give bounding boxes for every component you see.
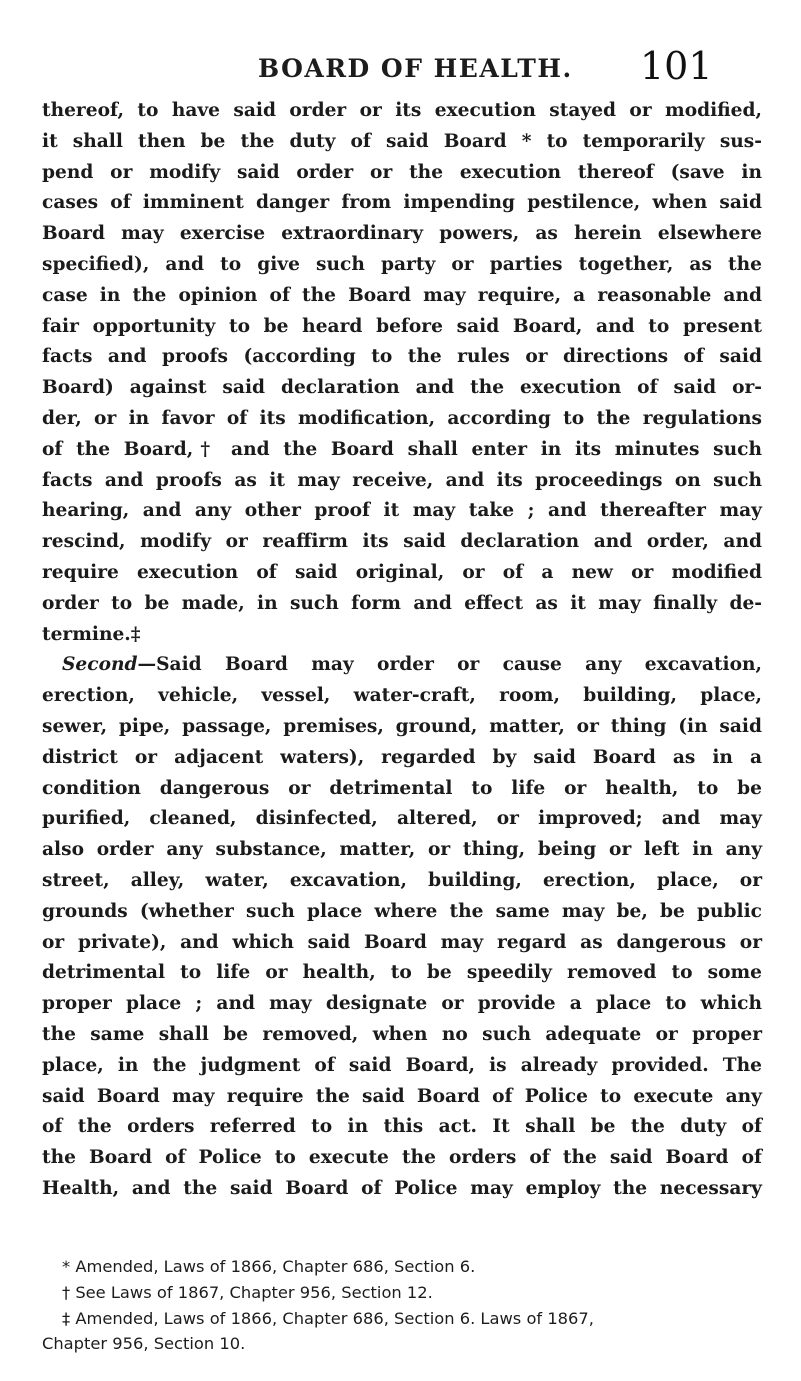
text-line: sewer, pipe, passage, premises, ground, matter, or thing (in said	[42, 715, 762, 737]
text-line: street, alley, water, excavation, building, erection, place, or	[42, 869, 762, 891]
page-header	[0, 44, 801, 94]
running-title: BOARD OF HEALTH.	[258, 54, 573, 83]
second-first-line-text: —Said Board may order or cause any excavation,	[137, 654, 762, 676]
text-line: erection, vehicle, vessel, water-craft, room, building, place,	[42, 685, 762, 707]
text-line: facts and proofs (according to the rules or directions of said	[42, 346, 762, 368]
text-line: it shall then be the duty of said Board * to temporarily sus-	[42, 130, 762, 152]
text-line: the Board of Police to execute the orders of the said Board of	[42, 1147, 762, 1169]
text-line: of the Board,† and the Board shall enter in its minutes such	[42, 438, 762, 460]
text-line: specified), and to give such party or parties together, as the	[42, 253, 762, 275]
text-line: rescind, modify or reaffirm its said declaration and order, and	[42, 531, 762, 553]
text-line: or private), and which said Board may regard as dangerous or	[42, 931, 762, 953]
second-heading: Second	[62, 654, 138, 676]
footnote-continuation: Chapter 956, Section 10.	[42, 1334, 246, 1354]
text-line: proper place ; and may designate or provide a place to which	[42, 993, 762, 1015]
text-line: Board may exercise extraordinary powers, as herein elsewhere	[42, 223, 762, 245]
text-line: require execution of said original, or of a new or modified	[42, 561, 762, 583]
text-line: Health, and the said Board of Police may employ the necessary	[42, 1177, 762, 1199]
text-line: grounds (whether such place where the same may be, be public	[42, 900, 762, 922]
text-line: Board) against said declaration and the execution of said or-	[42, 377, 762, 399]
text-line: cases of imminent danger from impending pestilence, when said	[42, 192, 762, 214]
text-line: case in the opinion of the Board may require, a reasonable and	[42, 284, 762, 306]
page-number: 101	[640, 44, 713, 88]
footnote-double-dagger: ‡ Amended, Laws of 1866, Chapter 686, Section 6. Laws of 1867,	[62, 1308, 594, 1328]
text-line: thereof, to have said order or its execution stayed or modified,	[42, 100, 762, 121]
text-line: detrimental to life or health, to be speedily removed to some	[42, 962, 762, 984]
text-line: facts and proofs as it may receive, and its proceedings on such	[42, 469, 762, 491]
text-line: condition dangerous or detrimental to life or health, to be	[42, 777, 762, 799]
text-line: hearing, and any other proof it may take ; and thereafter may	[42, 500, 762, 522]
second-paragraph-first-line	[42, 650, 762, 681]
footnote-asterisk: * Amended, Laws of 1866, Chapter 686, Section 6.	[62, 1257, 476, 1276]
text-line: also order any substance, matter, or thing, being or left in any	[42, 839, 762, 861]
text-line: der, or in favor of its modification, according to the regulations	[42, 407, 762, 429]
text-line: place, in the judgment of said Board, is already provided. The	[42, 1054, 762, 1076]
text-line: termine.‡	[42, 623, 141, 645]
text-line: said Board may require the said Board of Police to execute any	[42, 1085, 762, 1107]
text-line: the same shall be removed, when no such adequate or proper	[42, 1023, 762, 1045]
text-line: district or adjacent waters), regarded by said Board as in a	[42, 746, 762, 768]
footnote-dagger: † See Laws of 1867, Chapter 956, Section 12.	[62, 1282, 433, 1302]
text-line: pend or modify said order or the execution thereof (save in	[42, 161, 762, 183]
text-line: purified, cleaned, disinfected, altered, or improved; and may	[42, 808, 762, 830]
footnotes	[42, 1254, 762, 1357]
text-line: fair opportunity to be heard before said Board, and to present	[42, 315, 762, 337]
body-text	[42, 96, 762, 1205]
text-line: of the orders referred to in this act. It shall be the duty of	[42, 1116, 762, 1138]
text-line: order to be made, in such form and effect as it may finally de-	[42, 592, 762, 614]
